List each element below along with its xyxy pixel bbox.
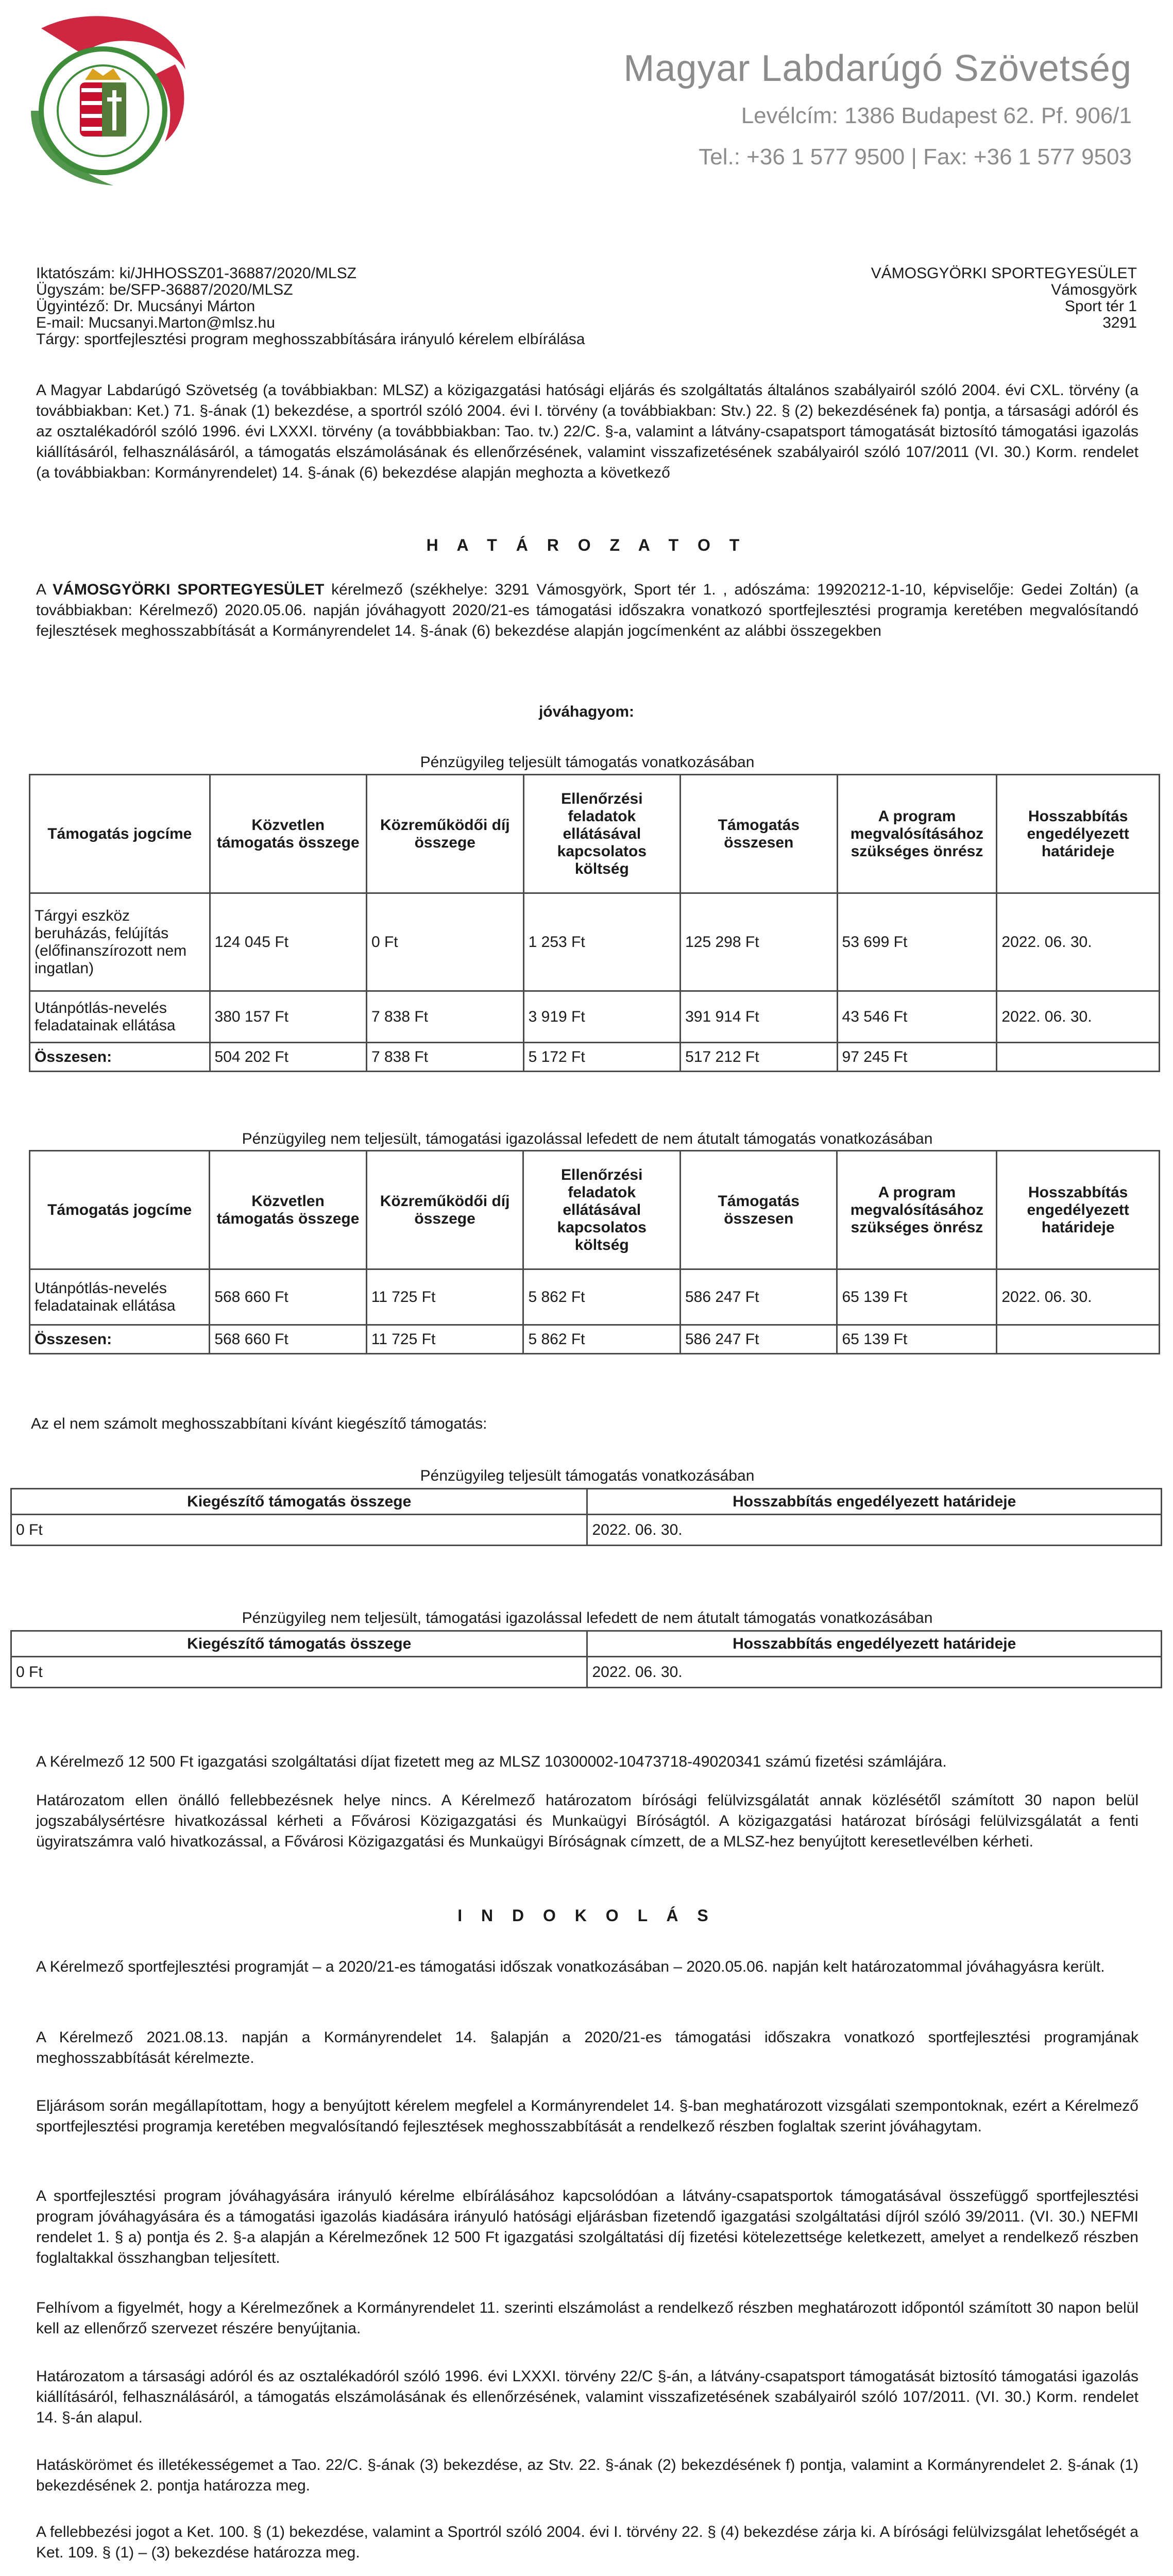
cell: 0 Ft: [11, 1657, 587, 1688]
supplement-label: Az el nem számolt meghosszabbítani kívánt kiegészítő támogatás:: [31, 1415, 487, 1432]
fee-paragraph: A Kérelmező 12 500 Ft igazgatási szolgáltatási díjat fizetett meg az MLSZ 10300002-10473718-49020341 számú fizetési számlájára.: [36, 1753, 947, 1770]
recipient-block: [871, 265, 1137, 331]
cell: 43 546 Ft: [837, 991, 997, 1043]
table-row: [11, 1515, 1162, 1546]
cell: 568 660 Ft: [210, 1269, 366, 1325]
cell: 586 247 Ft: [681, 1325, 837, 1354]
supp1-caption: Pénzügyileg teljesült támogatás vonatkozásában: [420, 1467, 755, 1484]
cell: 3 919 Ft: [523, 991, 681, 1043]
table-row: [30, 893, 1160, 991]
col-header-fee: Közreműködői díj összege: [366, 775, 523, 893]
supp2-caption: Pénzügyileg nem teljesült, támogatási igazolással lefedett de nem átutalt támogatás vonatkozásában: [242, 1609, 933, 1626]
table1-caption: Pénzügyileg teljesült támogatás vonatkozásában: [420, 754, 755, 771]
ref-email: E-mail: Mucsanyi.Marton@mlsz.hu: [36, 314, 275, 331]
cell: 124 045 Ft: [210, 893, 366, 991]
cell: 5 172 Ft: [523, 1043, 681, 1072]
recipient-name: VÁMOSGYÖRKI SPORTEGYESÜLET: [871, 265, 1137, 282]
cell: 53 699 Ft: [837, 893, 997, 991]
support-table-unfulfilled: [29, 1150, 1160, 1354]
cell: 2022. 06. 30.: [587, 1657, 1162, 1688]
cell: 0 Ft: [366, 893, 523, 991]
reference-block: [36, 265, 585, 348]
approve-label: jóváhagyom:: [538, 703, 635, 720]
table2-caption: Pénzügyileg nem teljesült, támogatási igazolással lefedett de nem átutalt támogatás vonatkozásában: [242, 1130, 933, 1147]
cell: 2022. 06. 30.: [997, 893, 1160, 991]
col-header-deadline: Hosszabbítás engedélyezett határideje: [997, 775, 1160, 893]
cell: 2022. 06. 30.: [587, 1515, 1162, 1546]
reason-6: Határozatom a társasági adóról és az osztalékadóról szóló 1996. évi LXXXI. törvény 22/C §-án, a látvány-csapatsport támogatását biztosító támogatási igazolás kiállításáról, felhasználásáról, a támogatás elszámolásának és ellenőrzésének, valamint visszafizetésének szabályairól szóló 107/2011. (VI. 30.) Korm. rendelet 14. §-án alapul.: [36, 2368, 1138, 2426]
reason-1: A Kérelmező sportfejlesztési programját – a 2020/21-es támogatási időszak vonatkozásában – 2020.05.06. napján kelt határozatommal jóváhagyásra került.: [36, 1958, 1105, 1975]
ref-filing-number: Iktatószám: ki/JHHOSSZ01-36887/2020/MLSZ: [36, 265, 356, 282]
col-header-total: Támogatás összesen: [681, 775, 837, 893]
cell: 5 862 Ft: [523, 1269, 681, 1325]
reason-4: A sportfejlesztési program jóváhagyására irányuló kérelme elbírálásához kapcsolódóan a látvány-csapatsportok támogatásával összefüggő sportfejlesztési program jóváhagyására és a támogatási igazolás kiadására irányuló hatósági eljárásban fizetendő igazgatási szolgáltatási díjról szóló 39/2011. (VI. 30.) NEFMI rendelet 1. § a) pontja és 2. §-a alapján a Kérelmezőnek 12 500 Ft igazgatási szolgáltatási díj fizetési kötelezettsége keletkezett, amelyet a rendelkező részben foglaltakkal összhangban teljesített.: [36, 2188, 1138, 2266]
recipient-zip: 3291: [1102, 314, 1137, 331]
cell: 1 253 Ft: [523, 893, 681, 991]
reason-3: Eljárásom során megállapítottam, hogy a benyújtott kérelem megfelel a Kormányrendelet 14. §-ban meghatározott vizsgálati szempontoknak, ezért a Kérelmező sportfejlesztési programja keretében megvalósítandó fejlesztések meghosszabbítását a rendelkező részben foglaltak szerint jóváhagytam.: [36, 2097, 1138, 2135]
decision-paragraph: [36, 580, 1138, 641]
reason-2: A Kérelmező 2021.08.13. napján a Kormányrendelet 14. §alapján a 2020/21-es támogatási időszakra vonatkozó sportfejlesztési programjának meghosszabbítását kérelmezte.: [36, 2029, 1138, 2066]
col-header-own: A program megvalósításához szükséges önrész: [837, 775, 997, 893]
reason-7: Hatáskörömet és illetékességemet a Tao. 22/C. §-ának (3) bekezdése, az Stv. 22. §-ának (2) bekezdésének f) pontja, valamint a Kormányrendelet 2. §-ának (1) bekezdésének 2. pontja határozza meg.: [36, 2456, 1138, 2494]
cell: 380 157 Ft: [210, 991, 366, 1043]
cell: 504 202 Ft: [210, 1043, 366, 1072]
cell: Összesen:: [30, 1043, 210, 1072]
cell: 11 725 Ft: [366, 1325, 523, 1354]
col-header-title: Támogatás jogcíme: [30, 1151, 210, 1269]
reason-8: A fellebbezési jogot a Ket. 100. § (1) bekezdése, valamint a Sportról szóló 2004. évi I. törvény 22. § (4) bekezdése zárja ki. A bírósági felülvizsgálat lehetőségét a Ket. 109. § (1) – (3) bekezdése határozza meg.: [36, 2523, 1138, 2561]
decision-post: kérelmező (székhelye: 3291 Vámosgyörk, Sport tér 1. , adószáma: 19920212-1-10, képviselője: Gedei Zoltán) (a továbbiakban: Kérelmező) 2020.05.06. napján jóváhagyott 2020/21-es támogatási időszakra vonatkozó sportfejlesztési programja keretében megvalósítandó fejlesztések meghosszabbítását a Kormányrendelet 14. §-ának (6) bekezdése alapján jogcímenként az alábbi összegekben: [36, 581, 1138, 639]
cell: [997, 1325, 1160, 1354]
cell: 2022. 06. 30.: [997, 991, 1160, 1043]
appeal-paragraph: Határozatom ellen önálló fellebbezésnek helye nincs. A Kérelmező határozatom bírósági felülvizsgálatát annak közlésétől számított 30 napon belül jogszabálysértésre hivatkozással kérheti a Fővárosi Közigazgatási és Munkaügyi Bíróságtól. A közigazgatási határozat bírósági felülvizsgálatát a fenti ügyiratszámra való hivatkozással, a Fővárosi Közigazgatási és Munkaügyi Bíróságnak címzett, de a MLSZ-hez benyújtott keresetlevélben kérheti.: [36, 1792, 1138, 1850]
col-header-own: A program megvalósításához szükséges önrész: [837, 1151, 997, 1269]
col-header-supp-amount: Kiegészítő támogatás összege: [11, 1631, 587, 1657]
col-header-fee: Közreműködői díj összege: [366, 1151, 523, 1269]
col-header-deadline: Hosszabbítás engedélyezett határideje: [997, 1151, 1160, 1269]
cell: [997, 1043, 1160, 1072]
cell: Tárgyi eszköz beruházás, felújítás (előfinanszírozott nem ingatlan): [30, 893, 210, 991]
table-total-row: [30, 1043, 1160, 1072]
cell: Utánpótlás-nevelés feladatainak ellátása: [30, 1269, 210, 1325]
org-name: Magyar Labdarúgó Szövetség: [623, 48, 1132, 89]
org-address: Levélcím: 1386 Budapest 62. Pf. 906/1: [741, 103, 1132, 128]
col-header-direct: Közvetlen támogatás összege: [210, 1151, 366, 1269]
cell: 97 245 Ft: [837, 1043, 997, 1072]
table-row: [30, 991, 1160, 1043]
org-phone-fax: Tel.: +36 1 577 9500 | Fax: +36 1 577 9503: [699, 144, 1132, 170]
cell: 568 660 Ft: [210, 1325, 366, 1354]
col-header-control: Ellenőrzési feladatok ellátásával kapcsolatos költség: [523, 775, 681, 893]
ref-subject: Tárgy: sportfejlesztési program meghosszabbítására irányuló kérelem elbírálása: [36, 331, 585, 348]
cell: 5 862 Ft: [523, 1325, 681, 1354]
table-row: [30, 1269, 1160, 1325]
col-header-direct: Közvetlen támogatás összege: [210, 775, 366, 893]
cell: Utánpótlás-nevelés feladatainak ellátása: [30, 991, 210, 1043]
intro-paragraph: A Magyar Labdarúgó Szövetség (a továbbiakban: MLSZ) a közigazgatási hatósági eljárás és szolgáltatás általános szabályairól szóló 2004. évi CXL. törvény (a továbbiakban: Ket.) 71. §-ának (1) bekezdése, a sportról szóló 2004. évi I. törvény (a továbbiakban: Stv.) 22. § (2) bekezdésének fa) pontja, a társasági adóról és az osztalékadóról szóló 1996. évi LXXXI. törvény (a továbbbiakban: Tao. tv.) 22/C. §-a, valamint a látvány-csapatsport támogatását biztosító támogatási igazolás kiállításáról, felhasználásáról, a támogatás elszámolásának és ellenőrzésének, valamint visszafizetésének szabályairól szóló 107/2011 (VI. 30.) Korm. rendelet (a továbbiakban: Kormányrendelet) 14. §-ának (6) bekezdése alapján meghozta a következő: [36, 382, 1138, 481]
reason-5: Felhívom a figyelmét, hogy a Kérelmezőnek a Kormányrendelet 11. szerinti elszámolást a rendelkező részben meghatározott időpontól számított 30 napon belül kell az ellenőrző szervezet részére benyújtania.: [36, 2299, 1138, 2337]
supplement-table-fulfilled: [10, 1488, 1162, 1546]
mlsz-logo: [21, 8, 191, 188]
cell: Összesen:: [30, 1325, 210, 1354]
cell: 391 914 Ft: [681, 991, 837, 1043]
reason-heading: I N D O K O L Á S: [457, 1906, 716, 1925]
decision-heading: H A T Á R O Z A T O T: [426, 536, 747, 554]
table-total-row: [30, 1325, 1160, 1354]
applicant-name: VÁMOSGYÖRKI SPORTEGYESÜLET: [53, 581, 325, 598]
cell: 7 838 Ft: [366, 1043, 523, 1072]
cell: 65 139 Ft: [837, 1269, 997, 1325]
col-header-supp-deadline: Hosszabbítás engedélyezett határideje: [587, 1631, 1162, 1657]
cell: 517 212 Ft: [681, 1043, 837, 1072]
cell: 0 Ft: [11, 1515, 587, 1546]
table-row: [11, 1657, 1162, 1688]
cell: 586 247 Ft: [681, 1269, 837, 1325]
cell: 11 725 Ft: [366, 1269, 523, 1325]
ref-case-number: Ügyszám: be/SFP-36887/2020/MLSZ: [36, 281, 293, 298]
recipient-city: Vámosgyörk: [1051, 281, 1137, 298]
col-header-total: Támogatás összesen: [681, 1151, 837, 1269]
col-header-supp-deadline: Hosszabbítás engedélyezett határideje: [587, 1489, 1162, 1515]
cell: 7 838 Ft: [366, 991, 523, 1043]
recipient-street: Sport tér 1: [1064, 298, 1137, 315]
supplement-table-unfulfilled: [10, 1630, 1162, 1688]
col-header-control: Ellenőrzési feladatok ellátásával kapcsolatos költség: [523, 1151, 681, 1269]
cell: 65 139 Ft: [837, 1325, 997, 1354]
ref-case-officer: Ügyintéző: Dr. Mucsányi Márton: [36, 298, 256, 315]
col-header-supp-amount: Kiegészítő támogatás összege: [11, 1489, 587, 1515]
cell: 2022. 06. 30.: [997, 1269, 1160, 1325]
cell: 125 298 Ft: [681, 893, 837, 991]
decision-pre: A: [36, 581, 53, 598]
support-table-fulfilled: [29, 774, 1160, 1072]
col-header-title: Támogatás jogcíme: [30, 775, 210, 893]
